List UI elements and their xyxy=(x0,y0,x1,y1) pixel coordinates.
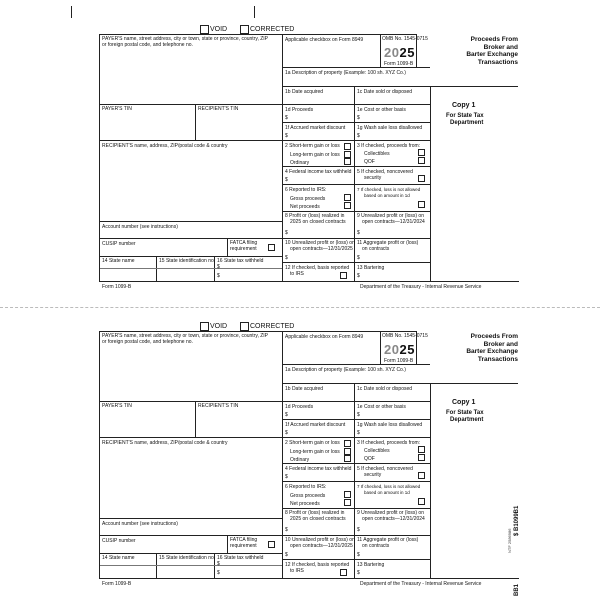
box-6-net-label: Net proceeds xyxy=(290,501,320,507)
box-1d-label: 1d Proceeds xyxy=(285,107,314,113)
box-1b-label: 1b Date acquired xyxy=(285,386,324,392)
box-8-label: 8 Profit or (loss) realized in xyxy=(285,510,345,516)
box-10-label-2: open contracts—12/31/2025 xyxy=(290,543,353,549)
footer-department: Department of the Treasury - Internal Revenue Service xyxy=(360,284,482,290)
box-9-label: 9 Unrealized profit or (loss) on xyxy=(357,213,424,219)
box-6-net-label: Net proceeds xyxy=(290,204,320,210)
box-6-net-checkbox[interactable] xyxy=(344,202,351,209)
omb-number: OMB No. 1545-0715 xyxy=(382,333,428,339)
box-10-label: 10 Unrealized profit or (loss) on xyxy=(285,240,355,246)
applicable-checkbox-label: Applicable checkbox on Form 8949 xyxy=(285,334,364,340)
applicable-checkbox-label: Applicable checkbox on Form 8949 xyxy=(285,37,364,43)
box-3-label: 3 If checked, proceeds from: xyxy=(357,143,421,149)
box-6-label: 6 Reported to IRS: xyxy=(285,187,327,193)
box-12-label-2: to IRS xyxy=(290,568,304,574)
box-13-label: 13 Bartering xyxy=(357,562,385,568)
box-5-checkbox[interactable] xyxy=(418,472,425,479)
copy-desc-2: Department xyxy=(450,417,484,423)
box-7-label: 7 If checked, loss is not allowed xyxy=(357,187,421,192)
box-5-label: 5 If checked, noncovered xyxy=(357,169,413,175)
account-number-label: Account number (see instructions) xyxy=(102,224,178,230)
cusip-label: CUSIP number xyxy=(102,538,136,544)
footer-form-name: Form 1099-B xyxy=(102,581,132,587)
payer-name-label-2: or foreign postal code, and telephone no. xyxy=(102,339,193,345)
box-16-label: 16 State tax withheld xyxy=(217,258,264,264)
box-7-label-2: based on amount in 1d xyxy=(364,490,410,495)
fatca-checkbox[interactable] xyxy=(268,541,275,548)
box-6-gross-label: Gross proceeds xyxy=(290,196,326,202)
box-1e-label: 1e Cost or other basis xyxy=(357,107,406,113)
box-1c-label: 1c Date sold or disposed xyxy=(357,89,413,95)
side-small-code: NTF 2586986 xyxy=(507,528,512,553)
box-1c-label: 1c Date sold or disposed xyxy=(357,386,413,392)
box-12-label: 12 If checked, basis reported xyxy=(285,562,350,568)
box-1g-label: 1g Wash sale loss disallowed xyxy=(357,125,423,131)
box-10-label-2: open contracts—12/31/2025 xyxy=(290,246,353,252)
box-1d-label: 1d Proceeds xyxy=(285,404,314,410)
copy-label: Copy 1 xyxy=(452,399,476,406)
void-label: VOID xyxy=(210,323,228,330)
box-1e-label: 1e Cost or other basis xyxy=(357,404,406,410)
box-2-ordinary-label: Ordinary xyxy=(290,160,310,166)
footer-department: Department of the Treasury - Internal Revenue Service xyxy=(360,581,482,587)
box-2-long-term-label: Long-term gain or loss xyxy=(290,449,340,455)
box-3-collectibles-checkbox[interactable] xyxy=(418,446,425,453)
box-3-collectibles-label: Collectibles xyxy=(364,151,390,157)
fatca-label-2: requirement xyxy=(230,543,257,549)
box-2-long-term-label: Long-term gain or loss xyxy=(290,152,340,158)
box-2-ordinary-checkbox[interactable] xyxy=(344,455,351,462)
account-number-label: Account number (see instructions) xyxy=(102,521,178,527)
payer-name-label: PAYER'S name, street address, city or town, state or province, country, ZIP xyxy=(102,333,269,339)
corrected-label: CORRECTED xyxy=(250,323,295,330)
box-3-qof-checkbox[interactable] xyxy=(418,454,425,461)
form-name: Form 1099-B xyxy=(384,61,414,67)
form-title: Proceeds From Broker and Barter Exchange Transactions xyxy=(466,333,518,363)
void-checkbox[interactable] xyxy=(200,322,209,331)
payer-name-label-2: or foreign postal code, and telephone no. xyxy=(102,42,193,48)
box-14-label: 14 State name xyxy=(102,258,135,264)
box-2-short-term-checkbox[interactable] xyxy=(344,440,351,447)
payer-tin-label: PAYER'S TIN xyxy=(102,106,132,112)
box-2-label: 2 Short-term gain or loss xyxy=(285,143,340,149)
box-15-label: 15 State identification no. xyxy=(159,258,216,264)
box-4-label: 4 Federal income tax withheld xyxy=(285,466,352,472)
box-10-label: 10 Unrealized profit or (loss) on xyxy=(285,537,355,543)
void-label: VOID xyxy=(210,26,228,33)
corrected-label: CORRECTED xyxy=(250,26,295,33)
box-13-label: 13 Bartering xyxy=(357,265,385,271)
box-8-label-2: 2025 on closed contracts xyxy=(290,219,346,225)
fatca-label: FATCA filing xyxy=(230,240,258,246)
box-16-label: 16 State tax withheld xyxy=(217,555,264,561)
box-5-label-2: security xyxy=(364,472,382,478)
corrected-checkbox[interactable] xyxy=(240,25,249,34)
side-item-number: $ B1099B1 xyxy=(514,505,520,536)
cusip-label: CUSIP number xyxy=(102,241,136,247)
box-7-checkbox[interactable] xyxy=(418,201,425,208)
form-name: Form 1099-B xyxy=(384,358,414,364)
side-code: BB1 xyxy=(514,583,520,596)
corrected-checkbox[interactable] xyxy=(240,322,249,331)
box-2-long-term-checkbox[interactable] xyxy=(344,151,351,158)
box-5-label: 5 If checked, noncovered xyxy=(357,466,413,472)
box-12-checkbox[interactable] xyxy=(340,272,347,279)
box-11-label: 11 Aggregate profit or (loss) xyxy=(357,240,419,246)
box-9-label-2: open contracts—12/31/2024 xyxy=(362,219,425,225)
box-14-label: 14 State name xyxy=(102,555,135,561)
box-1f-label: 1f Accrued market discount xyxy=(285,125,346,131)
recipient-name-label: RECIPIENT'S name, address, ZIP/postal code & country xyxy=(102,143,228,149)
box-12-label-2: to IRS xyxy=(290,271,304,277)
tax-year: 2025 xyxy=(384,342,415,357)
fatca-label-2: requirement xyxy=(230,246,257,252)
box-6-gross-checkbox[interactable] xyxy=(344,194,351,201)
form-copy-bottom: VOID CORRECTED PAYER'S name, street address, city or town, state or province, country, ZIP or foreign postal code, and telephone no. Applicable checkbox on Form 8949 OMB No. 1545-0715 2025 Form 1099-B Proceeds From Broker and Barter Exchange Transactions 1a Description of property (Example: 100 sh. XYZ Co.) 1b Date acquired 1c Date sold or disposed PAYER'S TIN RECIPIENT'S TIN 1d Proceeds $ 1e Cost or other basis $ Copy 1 For State Tax Department 1f Accrued market discount $ 1g Wash sale loss disallowed $ RECIPIENT'S name, address, ZIP/postal code & country 2 Short-term gain or loss Long-term gain or loss Ordinary 3 If checked, proceeds from: Collectibles QOF 4 Federal income tax withheld $ 5 If checked, noncovered security 6 Reported to IRS: Gross proceeds Net proceeds 7 If checked, loss is not allowed based on amount in 1d 8 Profit or (loss) realized in 2025 on closed contracts $ 9 Unrealized profit or (loss) on open contracts—12/31/2024 $ Account number (see instructions) 10 Unrealized profit or (loss) on open contracts—12/31/2025 $ 11 Aggregate profit or (loss) on contracts $ CUSIP number FATCA filing requirement 12 If checked, basis reported to IRS 13 Bartering $ 14 State name 15 State identification no. 16 State tax withheld $ $ Form 1099-B Department of the Treasury - Internal Revenue Service xyxy=(102,323,518,587)
form-title: Proceeds From Broker and Barter Exchange Transactions xyxy=(466,36,518,66)
box-8-label: 8 Profit or (loss) realized in xyxy=(285,213,345,219)
fatca-checkbox[interactable] xyxy=(268,244,275,251)
box-6-label: 6 Reported to IRS: xyxy=(285,484,327,490)
payer-tin-label: PAYER'S TIN xyxy=(102,403,132,409)
fatca-label: FATCA filing xyxy=(230,537,258,543)
box-7-label-2: based on amount in 1d xyxy=(364,193,410,198)
box-1a-label: 1a Description of property (Example: 100 sh. XYZ Co.) xyxy=(285,70,406,76)
box-3-qof-label: QOF xyxy=(364,456,375,462)
form-copy-top: VOID CORRECTED PAYER'S name, street address, city or town, state or province, country, ZIP or foreign postal code, and telephone no. Applicable checkbox on Form 8949 OMB No. 1545-0715 2025 Form 1099-B Proceeds From Broker and Barter Exchange Transactions 1a Description of property (Example: 100 sh. XYZ Co.) 1b Date acquired 1c Date sold or disposed PAYER'S TIN RECIPIENT'S TIN 1d Proceeds $ 1e Cost or other basis $ Copy 1 For State Tax Department 1f Accrued market discount $ 1g Wash sale loss disallowed $ RECIPIENT'S name, address, ZIP/postal code & country 2 Short-term gain or loss Long-term gain or loss Ordinary 3 If checked, proceeds from: Collectibles QOF 4 Federal income tax withheld $ 5 If checked, noncovered security 6 Reported to IRS: Gross proceeds Net proceeds 7 If checked, loss is not allowed based on amount in 1d 8 Profit or (loss) realized in 2025 on closed contracts $ 9 Unrealized profit or (loss) on open contracts—12/31/2024 $ Account number (see instructions) 10 Unrealized profit or (loss) on open contracts—12/31/2025 $ 11 Aggregate profit or (loss) on contracts $ CUSIP number FATCA filing requirement 12 If checked, basis reported to IRS 13 Bartering $ 14 State name 15 State identification no. 16 State tax withheld $ $ Form 1099-B Department of the Treasury - Internal Revenue Service xyxy=(102,26,518,290)
box-8-label-2: 2025 on closed contracts xyxy=(290,516,346,522)
box-12-label: 12 If checked, basis reported xyxy=(285,265,350,271)
copy-desc-2: Department xyxy=(450,120,484,126)
recipient-tin-label: RECIPIENT'S TIN xyxy=(198,403,239,409)
box-9-label: 9 Unrealized profit or (loss) on xyxy=(357,510,424,516)
tax-year: 2025 xyxy=(384,45,415,60)
copy-desc-1: For State Tax xyxy=(446,410,484,416)
box-2-label: 2 Short-term gain or loss xyxy=(285,440,340,446)
box-3-qof-label: QOF xyxy=(364,159,375,165)
footer-form-name: Form 1099-B xyxy=(102,284,132,290)
box-5-label-2: security xyxy=(364,175,382,181)
recipient-name-label: RECIPIENT'S name, address, ZIP/postal code & country xyxy=(102,440,228,446)
box-3-collectibles-checkbox[interactable] xyxy=(418,149,425,156)
box-2-ordinary-checkbox[interactable] xyxy=(344,158,351,165)
box-5-checkbox[interactable] xyxy=(418,175,425,182)
box-2-long-term-checkbox[interactable] xyxy=(344,448,351,455)
box-1b-label: 1b Date acquired xyxy=(285,89,324,95)
box-6-net-checkbox[interactable] xyxy=(344,499,351,506)
box-1a-label: 1a Description of property (Example: 100 sh. XYZ Co.) xyxy=(285,367,406,373)
copy-label: Copy 1 xyxy=(452,102,476,109)
box-7-checkbox[interactable] xyxy=(418,498,425,505)
box-4-label: 4 Federal income tax withheld xyxy=(285,169,352,175)
box-1g-label: 1g Wash sale loss disallowed xyxy=(357,422,423,428)
recipient-tin-label: RECIPIENT'S TIN xyxy=(198,106,239,112)
box-7-label: 7 If checked, loss is not allowed xyxy=(357,484,421,489)
box-2-ordinary-label: Ordinary xyxy=(290,457,310,463)
box-1f-label: 1f Accrued market discount xyxy=(285,422,346,428)
box-6-gross-label: Gross proceeds xyxy=(290,493,326,499)
void-checkbox[interactable] xyxy=(200,25,209,34)
copy-desc-1: For State Tax xyxy=(446,113,484,119)
box-6-gross-checkbox[interactable] xyxy=(344,491,351,498)
omb-number: OMB No. 1545-0715 xyxy=(382,36,428,42)
box-9-label-2: open contracts—12/31/2024 xyxy=(362,516,425,522)
box-3-collectibles-label: Collectibles xyxy=(364,448,390,454)
box-11-label-2: on contracts xyxy=(362,246,390,252)
box-11-label: 11 Aggregate profit or (loss) xyxy=(357,537,419,543)
box-11-label-2: on contracts xyxy=(362,543,390,549)
box-3-qof-checkbox[interactable] xyxy=(418,157,425,164)
box-12-checkbox[interactable] xyxy=(340,569,347,576)
box-3-label: 3 If checked, proceeds from: xyxy=(357,440,421,446)
box-15-label: 15 State identification no. xyxy=(159,555,216,561)
payer-name-label: PAYER'S name, street address, city or town, state or province, country, ZIP xyxy=(102,36,269,42)
box-2-short-term-checkbox[interactable] xyxy=(344,143,351,150)
